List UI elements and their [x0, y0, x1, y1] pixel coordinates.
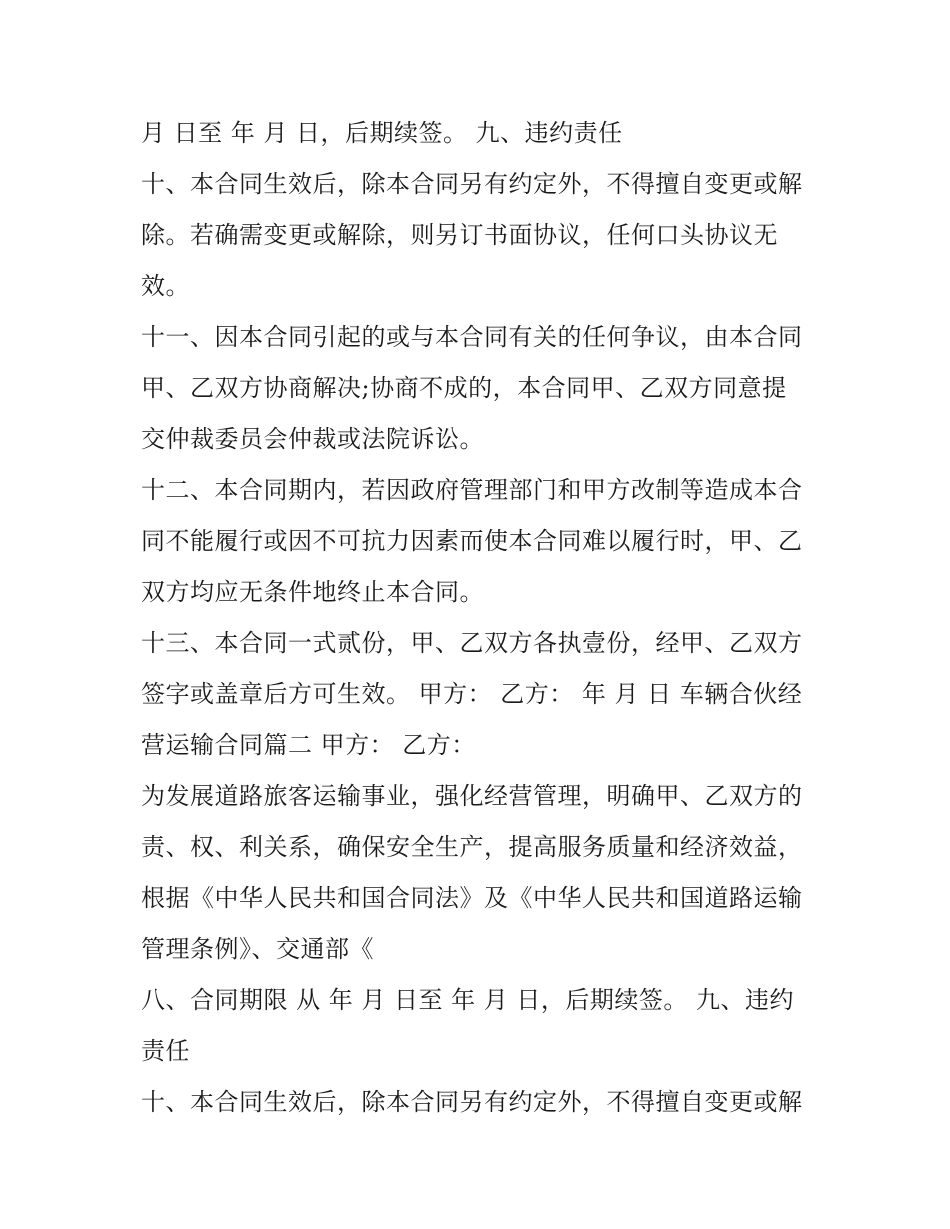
text-line: 月 日至 年 月 日，后期续签。 九、违约责任 [141, 119, 623, 147]
text-line: 八、合同期限 从 年 月 日至 年 月 日，后期续签。 九、违约 [141, 986, 795, 1014]
text-line: 十、本合同生效后，除本合同另有约定外，不得擅自变更或解 [141, 1088, 803, 1116]
text-line: 管理条例》、交通部《 [141, 935, 374, 963]
text-line: 双方均应无条件地终止本合同。 [141, 578, 484, 606]
text-line: 同不能履行或因不可抗力因素而使本合同难以履行时，甲、乙 [141, 527, 803, 555]
text-line: 责任 [141, 1037, 190, 1065]
text-line: 除。若确需变更或解除，则另订书面协议，任何口头协议无 [141, 221, 778, 249]
text-line: 根据《中华人民共和国合同法》及《中华人民共和国道路运输 [141, 884, 803, 912]
text-line: 交仲裁委员会仲裁或法院诉讼。 [141, 425, 484, 453]
text-line: 责、权、利关系，确保安全生产，提高服务质量和经济效益， [141, 833, 803, 861]
text-line: 十一、因本合同引起的或与本合同有关的任何争议，由本合同 [141, 323, 803, 351]
text-line: 十二、本合同期内，若因政府管理部门和甲方改制等造成本合 [141, 476, 803, 504]
text-line: 营运输合同篇二 甲方： 乙方： [141, 731, 476, 759]
text-line: 效。 [141, 272, 190, 300]
document-body [141, 108, 831, 1128]
text-line: 签字或盖章后方可生效。 甲方： 乙方： 年 月 日 车辆合伙经 [141, 680, 803, 708]
text-line: 为发展道路旅客运输事业，强化经营管理，明确甲、乙双方的 [141, 782, 803, 810]
text-line: 十、本合同生效后，除本合同另有约定外，不得擅自变更或解 [141, 170, 803, 198]
text-line: 十三、本合同一式贰份，甲、乙双方各执壹份，经甲、乙双方 [141, 629, 803, 657]
text-line: 甲、乙双方协商解决;协商不成的，本合同甲、乙双方同意提 [141, 374, 787, 402]
